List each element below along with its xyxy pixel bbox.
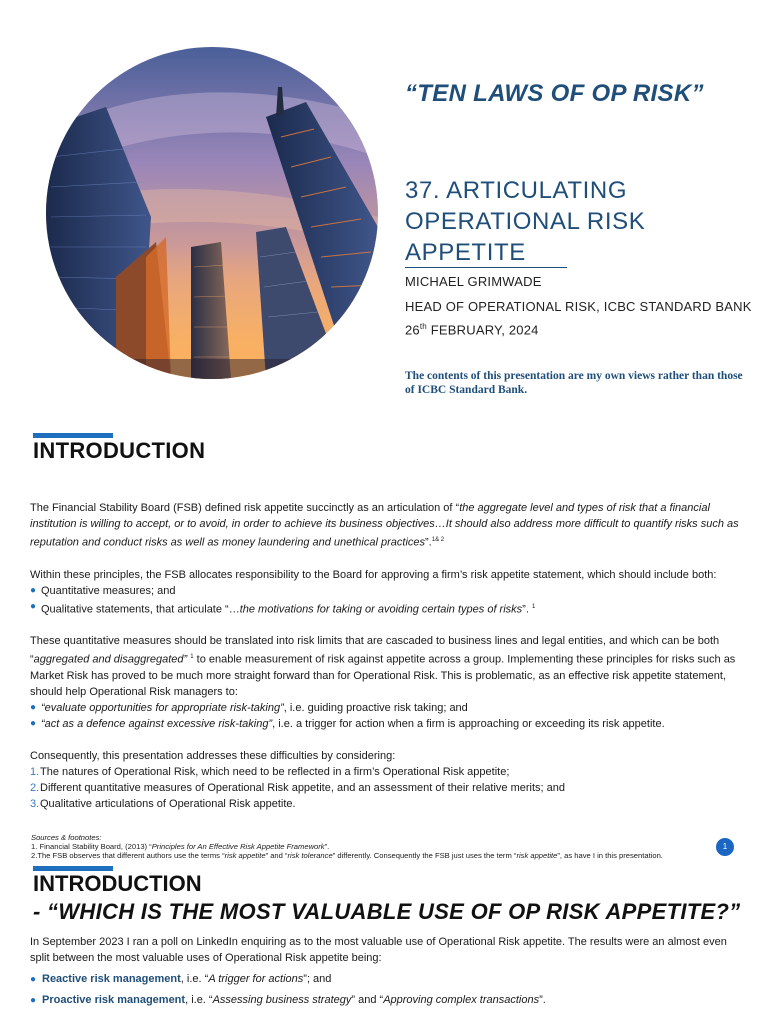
- footnote-2: 2.The FSB observes that different authors use the terms “risk appetite” and “risk tolerance” differently. Consequently the FSB just uses the term “risk appetite”, as have I in this presentation.: [31, 851, 663, 860]
- intro-paragraph-2: Within these principles, the FSB allocates responsibility to the Board for approving a firm’s risk appetite statement, which should include both:: [30, 568, 717, 581]
- poll-results-list: [30, 969, 742, 1011]
- purpose-list: [30, 700, 742, 732]
- intro-paragraph-4: Consequently, this presentation addresses these difficulties by considering:: [30, 749, 396, 762]
- section-heading: INTRODUCTION: [33, 871, 202, 896]
- sources-footnotes: Sources & footnotes: 1. Financial Stability Board, (2013) “Principles for An Effective Risk Appetite Framework”. 2.The FSB observes that different authors use the terms “risk appetite” and “risk tolerance” differently. Consequently the FSB just uses the term “risk appetite”, as have I in this presentation.: [31, 833, 768, 860]
- bullet-icon: ●: [30, 701, 37, 713]
- intro2-body: [30, 934, 742, 1011]
- section-heading: INTRODUCTION: [33, 438, 206, 463]
- presentation-date: 26th FEBRUARY, 2024: [405, 322, 539, 338]
- list-item: ● Reactive risk management, i.e. “A trigger for actions”; and: [30, 969, 742, 990]
- list-item: 1. The natures of Operational Risk, which need to be reflected in a firm’s Operational Risk appetite;: [30, 765, 510, 778]
- bullet-icon: ●: [30, 584, 37, 596]
- skyscraper-illustration: [46, 47, 378, 379]
- page-number-badge: 1: [716, 838, 734, 856]
- series-title: “TEN LAWS OF OP RISK”: [405, 80, 704, 107]
- intro-paragraph-3: These quantitative measures should be translated into risk limits that are cascaded to business lines and legal entities, and which can be both “aggregated and disaggregated” $^1$ to enable measurement of risk against appetite across a group. Implementing these principles for risks such as Market Risk has proved to be much more straight forward than for Operational Risk. This is problematic, as an effective risk appetite statement, should help Operational Risk managers to:: [30, 635, 736, 698]
- intro-body: [30, 500, 742, 812]
- title-underline: [405, 267, 567, 268]
- bullet-icon: ●: [30, 717, 37, 729]
- bullet-icon: ●: [30, 995, 37, 1006]
- footnote-1: 1. Financial Stability Board, (2013) “Principles for An Effective Risk Appetite Framework”.: [31, 842, 330, 851]
- list-item: ● Quantitative measures; and: [30, 584, 176, 597]
- list-item: 3. Qualitative articulations of Operational Risk appetite.: [30, 797, 296, 810]
- author-name: MICHAEL GRIMWADE: [405, 274, 542, 289]
- list-item: ● Qualitative statements, that articulate “…the motivations for taking or avoiding certain types of risks”. $^1$: [30, 600, 536, 616]
- list-item: ● “evaluate opportunities for appropriate risk-taking”, i.e. guiding proactive risk taking; and: [30, 701, 468, 714]
- list-item: ● “act as a defence against excessive risk-taking”, i.e. a trigger for action when a firm is approaching or exceeding its risk appetite.: [30, 717, 665, 730]
- skyscraper-photo: [46, 47, 378, 379]
- deck-title: 37. ARTICULATING OPERATIONAL RISK APPETITE: [405, 177, 646, 266]
- intro-paragraph-1: The Financial Stability Board (FSB) defined risk appetite succinctly as an articulation of “the aggregate level and types of risk that a financial institution is willing to accept, or to avoid, in order to achieve its business objectives…It should also address more difficult to quantify risks such as reputation and conduct risks as well as money laundering and unethical practices”.$^{1\& 2}$: [30, 502, 739, 549]
- intro2-paragraph-1: In September 2023 I ran a poll on LinkedIn enquiring as to the most valuable use of Operational Risk appetite. The results were an almost even split between the most valuable uses of Operational Risk appetite being:: [30, 936, 727, 964]
- list-item: ● Proactive risk management, i.e. “Assessing business strategy” and “Approving complex transactions”.: [30, 990, 742, 1011]
- author-role: HEAD OF OPERATIONAL RISK, ICBC STANDARD BANK: [405, 299, 752, 314]
- section-subheading: - “WHICH IS THE MOST VALUABLE USE OF OP RISK APPETITE?”: [33, 899, 741, 924]
- bullet-icon: ●: [30, 600, 37, 612]
- measures-list: [30, 583, 742, 618]
- list-item: 2. Different quantitative measures of Operational Risk appetite, and an assessment of their relative merits; and: [30, 781, 566, 794]
- bullet-icon: ●: [30, 974, 37, 985]
- disclaimer: The contents of this presentation are my own views rather than those of ICBC Standard Bank.: [405, 370, 743, 396]
- topics-list: [30, 764, 742, 812]
